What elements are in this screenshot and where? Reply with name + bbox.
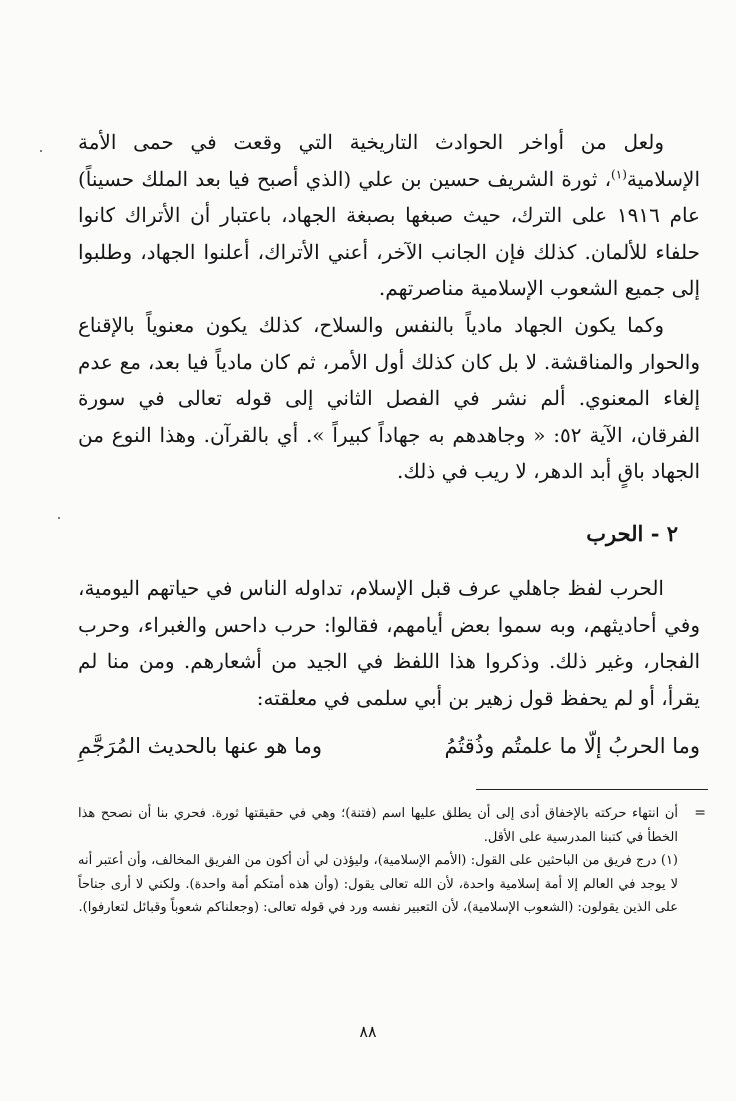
footnote-1	[78, 849, 678, 920]
paragraph-1-text-a: ولعل من أواخر الحوادث التاريخية التي وقعت في حمى الأمة الإسلامية	[78, 130, 700, 191]
poetry-verse	[78, 734, 700, 770]
section-heading: ٢ - الحرب	[586, 521, 678, 546]
footnote-continuation-text: أن انتهاء حركته بالإخفاق أدى إلى أن يطلق عليها اسم (فتنة)؛ وهي في حقيقتها ثورة. فحري بنا أن نصحح هذا الخطأ في كتبنا المدرسية على الأقل.	[78, 806, 678, 845]
footnote-continuation	[78, 802, 706, 849]
paragraph-1	[78, 124, 700, 307]
page-number: ٨٨	[359, 1022, 377, 1041]
footnote-reference-1: (١)	[611, 166, 627, 181]
footnote-1-marker: (١)	[660, 853, 678, 868]
footnote-1-text: درج فريق من الباحثين على القول: (الأمم الإسلامية)، وليؤذن لي أن أكون من الفريق المخالف، وأن أعتبر أنه لا يوجد في العالم إلا أمة إسلامية واحدة، لأن الله تعالى يقول: (وأن هذه أمتكم أمة واحدة). ولكني لا أرى جناحاً على الذين يقولون: (الشعوب الإسلامية)، لأن التعبير نفسه ورد في قوله تعالى: (وجعلناكم شعوباً وقبائل لتعارفوا).	[78, 853, 678, 915]
footnote-separator	[476, 789, 708, 790]
scan-speck	[58, 517, 60, 519]
paragraph-2-text: وكما يكون الجهاد مادياً بالنفس والسلاح، كذلك يكون معنوياً بالإقناع والحوار والمناقشة. لا بل كان كذلك أول الأمر، ثم كان مادياً فيا بعد، مع عدم إلغاء المعنوي. ألم نشر في الفصل الثاني إلى قوله تعالى في سورة الفرقان، الآية ٥٢: « وجاهدهم به جهاداً كبيراً ». أي بالقرآن. وهذا النوع من الجهاد باقٍ أبد الدهر، لا ريب في ذلك.	[78, 313, 700, 483]
paragraph-1-text-b: ، ثورة الشريف حسين بن علي (الذي أصبح فيا بعد الملك حسيناً) عام ١٩١٦ على الترك، حيث صبغها بصبغة الجهاد، باعتبار أن الأتراك كانوا حلفاء للألمان. كذلك فإن الجانب الآخر، أعني الأتراك، أعلنوا الجهاد، وطلبوا إلى جميع الشعوب الإسلامية مناصرتهم.	[78, 166, 700, 300]
verse-second-hemistich: وما هو عنها بالحديث المُرَجَّمِ	[78, 734, 322, 758]
continuation-mark: =	[694, 805, 706, 821]
footnotes	[78, 802, 706, 920]
verse-first-hemistich: وما الحربُ إلّا ما علمتُم وذُقتُمُ	[444, 734, 700, 758]
paragraph-3-text: الحرب لفظ جاهلي عرف قبل الإسلام، تداوله الناس في حياتهم اليومية، وفي أحاديثهم، وبه سموا بعض أيامهم، فقالوا: حرب داحس والغبراء، وحرب الفجار، وغير ذلك. وذكروا هذا اللفظ في الجيد من أشعارهم. ومن منا لم يقرأ، أو لم يحفظ قول زهير بن أبي سلمى في معلقته:	[78, 576, 700, 710]
paragraph-2	[78, 307, 700, 490]
paragraph-3	[78, 570, 700, 716]
scan-speck	[40, 150, 42, 152]
